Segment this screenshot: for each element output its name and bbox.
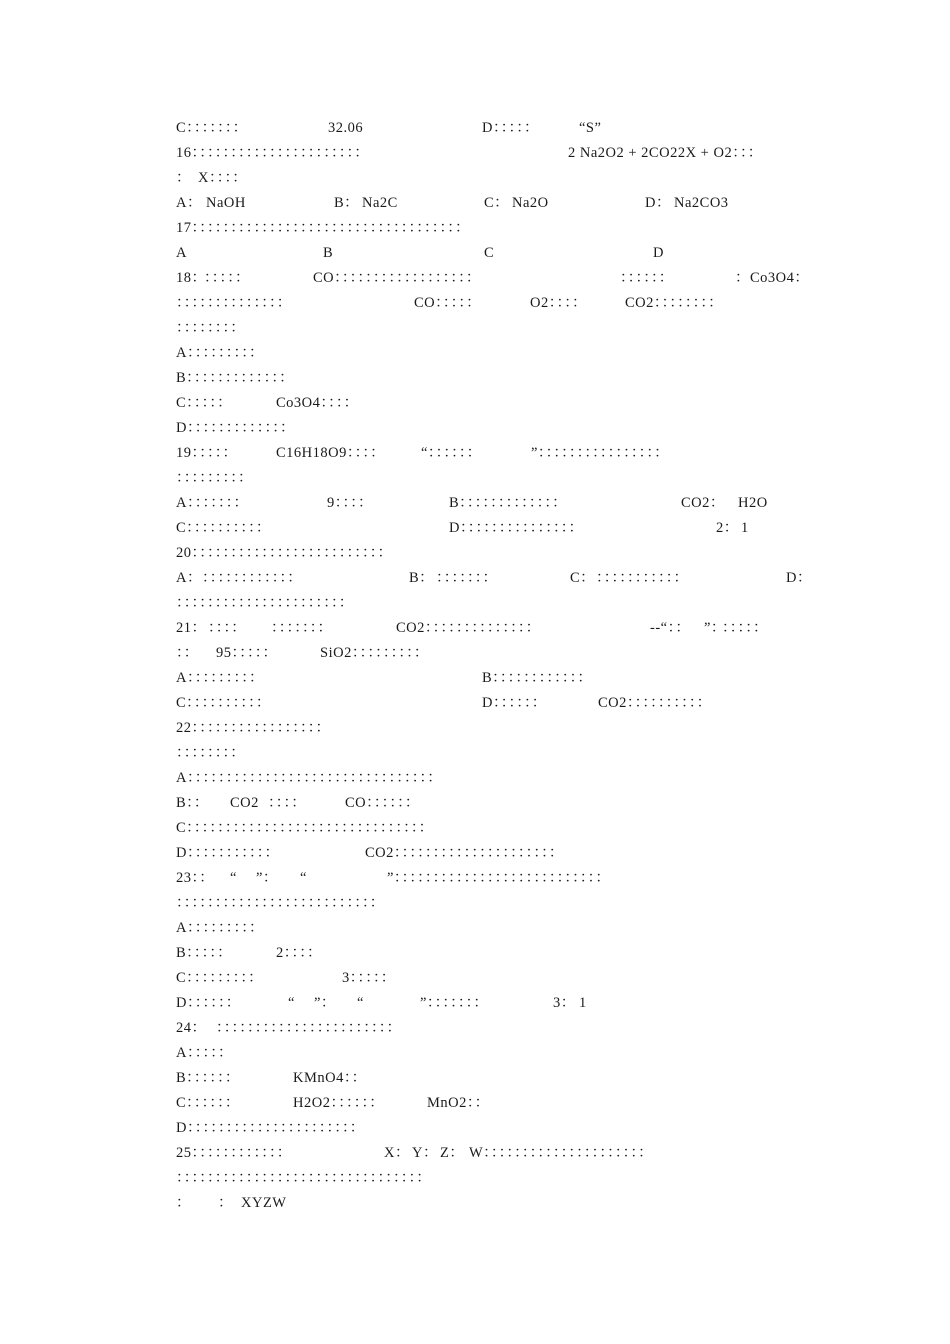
text-line (0, 943, 950, 967)
text-line (0, 1118, 950, 1142)
text-segment: ：：：：：：： (436, 570, 498, 586)
text-segment: A：：：：：：：：： (176, 345, 264, 361)
text-segment: ： (218, 1195, 233, 1211)
text-line (0, 1193, 950, 1217)
text-segment: C：：：：：： (176, 1095, 240, 1111)
text-line (0, 993, 950, 1017)
text-segment: C16H18O9：：：： (276, 445, 386, 461)
text-line (0, 593, 950, 617)
text-segment: CO：：：：： (414, 295, 482, 311)
text-segment: A： (176, 195, 202, 211)
text-segment: ：：：： (268, 795, 307, 811)
text-segment: 18： (176, 270, 207, 286)
text-segment: ：：：：：：：：：：：：：：：：：：：：：：： (216, 1020, 402, 1036)
text-line (0, 643, 950, 667)
text-segment: 2： (716, 520, 739, 536)
text-line (0, 918, 950, 942)
text-segment: ： (176, 1195, 191, 1211)
text-segment: SiO2：：：：：：：：： (320, 645, 429, 661)
text-segment: ：：：：：：：：：：：：：： (176, 295, 292, 311)
text-segment: D：：：：：：：：：：：：：：： (449, 520, 584, 536)
text-segment: ： (176, 170, 191, 186)
text-line (0, 668, 950, 692)
text-segment: ”： (256, 870, 278, 886)
text-segment: --“：： (650, 620, 691, 636)
text-segment: A：：：：：：： (176, 495, 249, 511)
text-line (0, 168, 950, 192)
text-segment: 22：：：：：：：：：：：：：：：：： (176, 720, 331, 736)
text-segment: D：：：：：： (176, 995, 241, 1011)
text-segment: NaOH (206, 195, 246, 211)
text-line (0, 343, 950, 367)
text-segment: “ (357, 995, 364, 1011)
text-segment: “ (300, 870, 307, 886)
text-segment: Na2CO3 (674, 195, 729, 211)
text-segment: 21： (176, 620, 207, 636)
text-segment: ：：：：：：：：：：： (596, 570, 689, 586)
text-segment: Co3O4：：：： (276, 395, 359, 411)
text-segment: H2O2：：：：：： (293, 1095, 385, 1111)
text-line (0, 1068, 950, 1092)
text-line (0, 768, 950, 792)
text-segment: 20：：：：：：：：：：：：：：：：：：：：：：：：： (176, 545, 393, 561)
text-segment: CO2： (681, 495, 725, 511)
text-segment: ：：：：：：：：：：：：：：：：：：：：：： (176, 595, 354, 611)
text-segment: B：：：：：：：：：：：： (482, 670, 593, 686)
text-segment: “ (288, 995, 295, 1011)
text-segment: D：：：：：： (482, 695, 547, 711)
text-line (0, 143, 950, 167)
text-segment: ：：：：：：：：： (176, 470, 253, 486)
text-segment: X： (384, 1145, 410, 1161)
text-segment: 32.06 (328, 120, 364, 136)
text-line (0, 268, 950, 292)
text-segment: ”：：：：：：： (420, 995, 489, 1011)
text-segment: ：：：：： (204, 270, 250, 286)
text-line (0, 968, 950, 992)
text-line (0, 743, 950, 767)
text-segment: C (484, 245, 495, 261)
text-segment: C：：：：：：：：：： (176, 520, 271, 536)
text-line (0, 418, 950, 442)
text-segment: B：：：：：： (176, 1070, 240, 1086)
text-line (0, 243, 950, 267)
text-segment: C：：：：：：：：：：：：：：：：：：：：：：：：：：：：：：： (176, 820, 434, 836)
text-line (0, 468, 950, 492)
text-segment: A：：：：：：：：：：：：：：：：：：：：：：：：：：：：：：：： (176, 770, 443, 786)
text-segment: CO2：：：：：：：：：：：：：：：：：：：：： (365, 845, 564, 861)
text-segment: D： (786, 570, 812, 586)
text-segment: CO：：：：：：：：：：：：：：：：：： (313, 270, 481, 286)
text-segment: ：：：：：：：：：：：： (202, 570, 303, 586)
text-segment: ：：：：：：：：：：：：：：：：：：：：：：：：：：：：：：：： (176, 1170, 432, 1186)
text-segment: D： (645, 195, 671, 211)
text-segment: X：：：： (198, 170, 248, 186)
text-line (0, 718, 950, 742)
text-segment: ：：：： (208, 620, 247, 636)
text-segment: ：：：：：：：： (176, 745, 246, 761)
text-segment: A：：：：：：：：： (176, 920, 264, 936)
text-segment: H2O (738, 495, 768, 511)
text-segment: 95：：：：： (216, 645, 278, 661)
text-line (0, 793, 950, 817)
text-segment: 19：：：：： (176, 445, 238, 461)
text-line (0, 218, 950, 242)
text-segment: C：：：：： (176, 395, 233, 411)
text-segment: ”：：：：：：：：：：：：：：：： (531, 445, 670, 461)
text-line (0, 518, 950, 542)
text-segment: Na2O (512, 195, 549, 211)
text-segment: B： (334, 195, 360, 211)
text-segment: B： (409, 570, 435, 586)
text-segment: D：：：：：：：：：：：：： (176, 420, 295, 436)
text-line (0, 618, 950, 642)
text-segment: C： (484, 195, 510, 211)
text-segment: ：：：：：：： (271, 620, 333, 636)
text-line (0, 293, 950, 317)
text-segment: 25：：：：：：：：：：：： (176, 1145, 292, 1161)
text-segment: C：：：：：：： (176, 120, 248, 136)
text-segment: 2 Na2O2 + 2CO22X + O2：：： (568, 145, 763, 161)
text-segment: ：：：：：：：：：：：：：：：：：：：：：：：：：： (176, 895, 385, 911)
text-segment: D：：：：：：：：：：： (176, 845, 280, 861)
text-segment: 16：：：：：：：：：：：：：：：：：：：：：： (176, 145, 370, 161)
text-segment: B (323, 245, 334, 261)
text-segment: B：： (176, 795, 209, 811)
text-line (0, 1168, 950, 1192)
text-segment: 3：：：：： (342, 970, 396, 986)
text-line (0, 1143, 950, 1167)
text-segment: B：：：：： (176, 945, 233, 961)
text-line (0, 693, 950, 717)
text-segment: A：：：：：：：：： (176, 670, 264, 686)
text-segment: “ (230, 870, 237, 886)
text-segment: O2：：：： (530, 295, 587, 311)
text-segment: CO：：：：：： (345, 795, 420, 811)
text-segment: 1 (741, 520, 749, 536)
text-segment: ：：：：： (722, 620, 768, 636)
text-segment: W：：：：：：：：：：：：：：：：：：：：： (469, 1145, 654, 1161)
text-segment: A： (176, 570, 202, 586)
text-segment: CO2 (230, 795, 259, 811)
text-line (0, 393, 950, 417)
text-segment: D (653, 245, 664, 261)
text-segment: “S” (579, 120, 602, 136)
text-segment: Co3O4： (750, 270, 810, 286)
text-line (0, 443, 950, 467)
text-segment: 17：：：：：：：：：：：：：：：：：：：：：：：：：：：：：：：：：：： (176, 220, 470, 236)
text-segment: CO2：：：：：：：：：：：：：： (396, 620, 541, 636)
text-segment: ：： (176, 645, 199, 661)
text-line (0, 893, 950, 917)
text-line (0, 843, 950, 867)
text-segment: MnO2：： (427, 1095, 490, 1111)
text-segment: 24： (176, 1020, 207, 1036)
text-segment: XYZW (241, 1195, 287, 1211)
text-segment: C：：：：：：：：：： (176, 695, 271, 711)
text-segment: KMnO4：： (293, 1070, 367, 1086)
text-segment: CO2：：：：：：：：：： (598, 695, 712, 711)
text-segment: D：：：：： (482, 120, 539, 136)
text-segment: Na2C (362, 195, 398, 211)
text-segment: 9：：：： (327, 495, 373, 511)
text-segment: D：：：：：：：：：：：：：：：：：：：：：： (176, 1120, 365, 1136)
text-segment: 3： (553, 995, 576, 1011)
text-line (0, 543, 950, 567)
text-line (0, 368, 950, 392)
text-line (0, 493, 950, 517)
text-segment: ： (735, 270, 750, 286)
text-segment: B：：：：：：：：：：：：： (176, 370, 295, 386)
text-segment: Z： (440, 1145, 465, 1161)
text-line (0, 318, 950, 342)
text-line (0, 868, 950, 892)
text-line (0, 193, 950, 217)
text-segment: CO2：：：：：：：： (625, 295, 724, 311)
text-segment: C： (570, 570, 596, 586)
text-segment: 1 (579, 995, 587, 1011)
text-line (0, 1093, 950, 1117)
text-segment: C：：：：：：：：： (176, 970, 264, 986)
text-segment: Y： (412, 1145, 438, 1161)
text-segment: 23：： (176, 870, 215, 886)
text-segment: ：：：：：： (620, 270, 674, 286)
text-line (0, 118, 950, 142)
text-line (0, 1043, 950, 1067)
text-segment: B：：：：：：：：：：：：： (449, 495, 568, 511)
text-line (0, 818, 950, 842)
text-segment: “：：：：：： (421, 445, 482, 461)
text-segment: ：：：：：：：： (176, 320, 246, 336)
text-segment: A：：：：： (176, 1045, 233, 1061)
text-segment: A (176, 245, 187, 261)
text-segment: 2：：：： (276, 945, 322, 961)
text-segment: ”： (704, 620, 726, 636)
text-line (0, 1018, 950, 1042)
text-line (0, 568, 950, 592)
text-segment: ”：：：：：：：：：：：：：：：：：：：：：：：：：：： (387, 870, 611, 886)
text-segment: ”： (314, 995, 336, 1011)
